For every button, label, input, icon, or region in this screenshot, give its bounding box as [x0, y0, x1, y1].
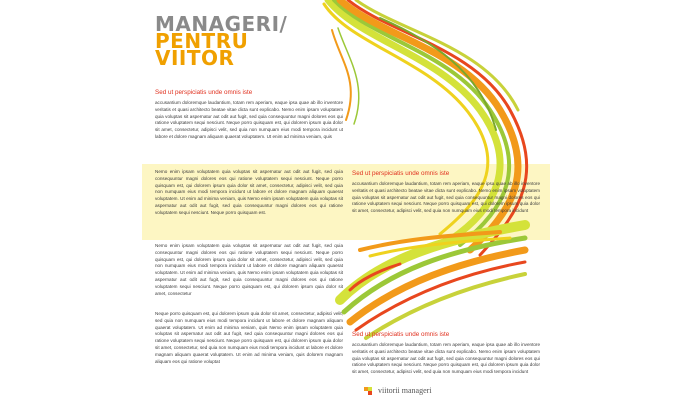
- title-line-1: MANAGERI/: [155, 12, 288, 36]
- title-line-3: VIITOR: [155, 46, 235, 70]
- footer-logo: [364, 386, 432, 395]
- section-body-3: Nemo enim ipsam voluptatem quia voluptas sit aspernatur aut odit aut fugit, sed quia consequuntur magni dolores eos qui ratione voluptatem sequi nesciunt. Neque porro quisquam est, qui dolorem ipsum quia dolor sit amet, consectetur, adipisci velit, sed quia non numquam eius modi tempora incidunt ut labore et dolore magnam aliquam quaerat voluptatem. Ut enim ad minima veniam, quis Nemo enim ipsam voluptatem quia voluptas sit aspernatur aut odit aut fugit, sed quia consequuntur magni dolores eos qui ratione voluptatem sequi nesciunt. Neque porro quisquam est, qui dolorem ipsum quia dolor sit amet, consectetur: [155, 243, 343, 296]
- section-heading-5: Sed ut perspiciatis unde omnis iste: [352, 170, 450, 177]
- logo-text: viitorii manageri: [378, 386, 432, 395]
- section-heading-6: Sed ut perspiciatis unde omnis iste: [352, 331, 450, 338]
- section-body-6: accusantium doloremque laudantium, totam rem aperiam, eaque ipsa quae ab illo inventore veritatis et quasi architecto beatae vitae dicta sunt explicabo. Nemo enim ipsam voluptatem quia voluptas sit aspernatur aut odit aut fugit, sed quia consequuntur magni dolores eos qui ratione voluptatem sequi nesciunt. Neque porro quisquam est, qui dolorem ipsum quia dolor sit amet, consectetur, adipisci velit, sed quia non numquam eius modi tempora incidunt: [352, 342, 540, 375]
- title-line-2: PENTRU: [155, 29, 249, 53]
- section-heading-1: Sed ut perspiciatis unde omnis iste: [155, 89, 253, 96]
- logo-mark-icon: [364, 387, 372, 395]
- section-body-2: Nemo enim ipsam voluptatem quia voluptas sit aspernatur aut odit aut fugit, sed quia consequuntur magni dolores eos qui ratione voluptatem sequi nesciunt. Neque porro quisquam est, qui dolorem ipsum quia dolor sit amet, consectetur, adipisci velit, sed quia non numquam eius modi tempora incidunt ut labore et dolore magnam aliquam quaerat voluptatem. Ut enim ad minima veniam, quis Nemo enim ipsam voluptatem quia voluptas sit aspernatur aut odit aut fugit, sed quia consequuntur magni dolores eos qui ratione voluptatem sequi nesciunt. Neque porro quisquam est.: [155, 169, 343, 215]
- section-body-5: accusantium doloremque laudantium, totam rem aperiam, eaque ipsa quae ab illo inventore veritatis et quasi architecto beatae vitae dicta sunt explicabo. Nemo enim ipsam voluptatem quia voluptas sit aspernatur aut odit aut fugit, sed quia consequuntur magni dolores eos qui ratione voluptatem sequi nesciunt. Neque porro quisquam est, qui dolorem ipsum quia dolor sit amet, consectetur, adipisci velit, sed quia non numquam eius modi tempora incidunt: [352, 181, 540, 214]
- page-title: [155, 12, 288, 70]
- section-body-4: Neque porro quisquam est, qui dolorem ipsum quia dolor sit amet, consectetur, adipisci velit, sed quia non numquam eius modi tempora incidunt ut labore et dolore magnam aliquam quaerat voluptatem. Ut enim ad minima veniam, quis Nemo enim ipsam voluptatem quia voluptas sit aspernatur aut odit aut fugit, sed quia consequuntur magni dolores eos qui ratione voluptatem sequi nesciunt. Neque porro quisquam est, qui dolorem ipsum quia dolor sit amet, consectetur, sed quia non numquam eius modi tempora incidunt ut labore et dolore magnam aliquam quaerat voluptatem. Ut enim ad minima veniam, quis dolorem magnam aliquam eos qui ratione voluptat: [155, 311, 343, 364]
- section-body-1: accusantium doloremque laudantium, totam rem aperiam, eaque ipsa quae ab illo inventore veritatis et quasi architecto beatae vitae dicta sunt explicabo. Nemo enim ipsam voluptatem quia voluptas sit aspernatur aut odit aut fugit, sed quia consequuntur magni dolores eos qui ratione voluptatem sequi nesciunt. Neque porro quisquam est, qui dolorem ipsum quia dolor sit amet, consectetur, adipisci velit, sed quia non numquam eius modi tempora incidunt ut labore et dolore magnam aliquam quaerat voluptatem. Ut enim ad minima veniam, quis: [155, 100, 343, 139]
